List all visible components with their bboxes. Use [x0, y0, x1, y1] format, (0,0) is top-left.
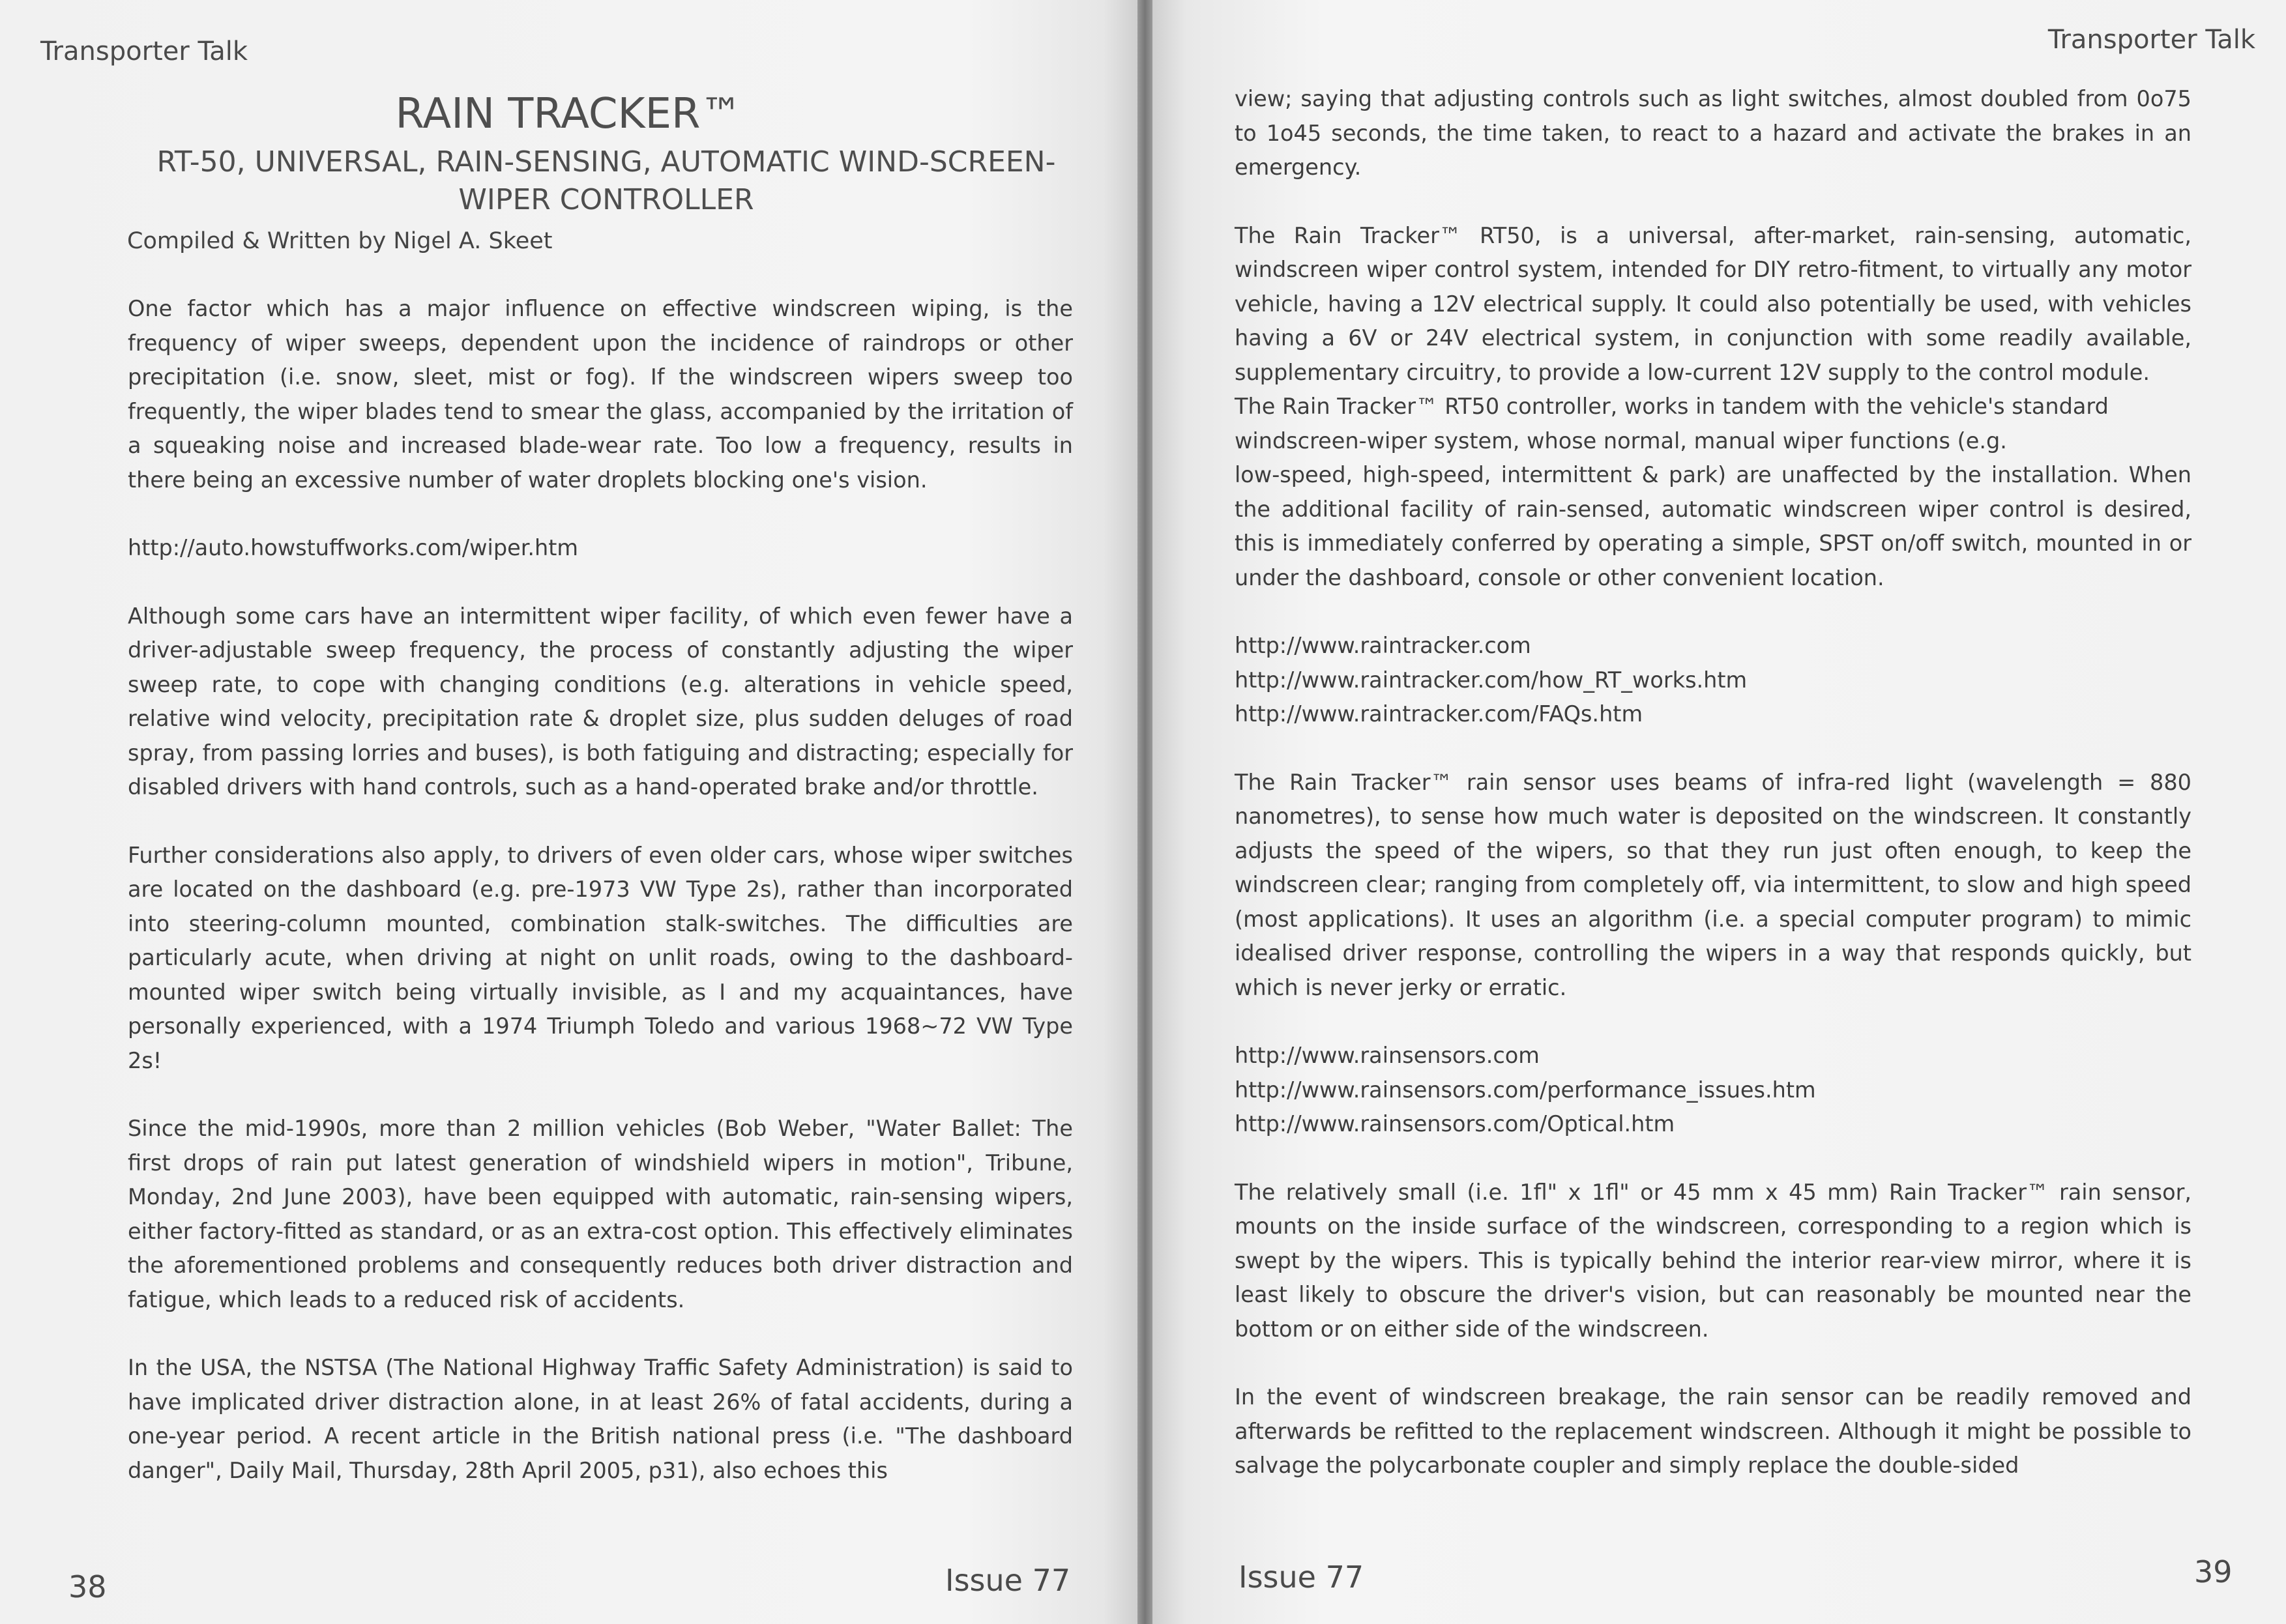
issue-label: Issue 77: [945, 1563, 1071, 1598]
left-body-text: [128, 292, 1073, 1488]
paragraph: low-speed, high-speed, intermittent & park) are unaffected by the installation. When the additional facility of rain-sensed, automatic windscreen wiper control is desired, this is immediately conferred by operating a simple, SPST on/off switch, mounted in or under the dashboard, console or other convenient location.: [1235, 462, 2191, 590]
paragraph: In the USA, the NSTSA (The National Highway Traffic Safety Administration) is said to have implicated driver distraction alone, in at least 26% of fatal accidents, during a one-year period. A recent article in the British national press (i.e. "The dashboard danger", Daily Mail, Thursday, 28th April 2005, p31), also echoes this: [128, 1355, 1073, 1483]
link-list: [1235, 629, 2191, 732]
right-page: [1152, 0, 2286, 1624]
paragraph: The relatively small (i.e. 1fl" x 1fl" or 45 mm x 45 mm) Rain Tracker™ rain sensor, mounts on the inside surface of the windscreen, corresponding to a region which is swept by the wipers. This is typically behind the interior rear-view mirror, where it is least likely to obscure the driver's vision, but can reasonably be mounted near the bottom or on either side of the windscreen.: [1235, 1179, 2191, 1342]
right-body-text: [1235, 82, 2191, 1483]
issue-label: Issue 77: [1238, 1559, 1364, 1595]
page-number: 38: [68, 1569, 107, 1604]
paragraph: Although some cars have an intermittent wiper facility, of which even fewer have a driver-adjustable sweep frequency, the process of constantly adjusting the wiper sweep rate, to cope with changing conditions (e.g. alterations in vehicle speed, relative wind velocity, precipitation rate & droplet size, plus sudden deluges of road spray, from passing lorries and buses), is both fatiguing and distracting; especially for disabled drivers with hand controls, such as a hand-operated brake and/or throttle.: [128, 603, 1073, 800]
article-subtitle: RT-50, UNIVERSAL, RAIN-SENSING, AUTOMATIC WIND-SCREEN-WIPER CONTROLLER: [156, 145, 1056, 216]
url-link[interactable]: http://www.rainsensors.com: [1235, 1043, 1540, 1068]
paragraph: The Rain Tracker™ rain sensor uses beams of infra-red light (wavelength = 880 nanometres), to sense how much water is deposited on the windscreen. It constantly adjusts the speed of the wipers, so that they run just often enough, to keep the windscreen clear; ranging from completely off, via intermittent, to slow and high speed (most applications). It uses an algorithm (i.e. a special computer program) to mimic idealised driver response, controlling the wipers in a way that responds quickly, but which is never jerky or erratic.: [1235, 769, 2191, 1000]
url-link[interactable]: http://www.raintracker.com/how_RT_works.htm: [1235, 667, 1748, 693]
url-link[interactable]: http://auto.howstuffworks.com/wiper.htm: [128, 535, 579, 560]
running-header: Transporter Talk: [40, 36, 248, 66]
paragraph: The Rain Tracker™ RT50, is a universal, after-market, rain-sensing, automatic, windscreen wiper control system, intended for DIY retro-fitment, to virtually any motor vehicle, having a 12V electrical supply. It could also potentially be used, with vehicles having a 6V or 24V electrical system, in conjunction with some readily available, supplementary circuitry, to provide a low-current 12V supply to the control module.: [1235, 222, 2191, 385]
paragraph: Since the mid-1990s, more than 2 million vehicles (Bob Weber, "Water Ballet: The first drops of rain put latest generation of windshield wipers in motion", Tribune, Monday, 2nd June 2003), have been equipped with automatic, rain-sensing wipers, either factory-fitted as standard, or as an extra-cost option. This effectively eliminates the aforementioned problems and consequently reduces both driver distraction and fatigue, which leads to a reduced risk of accidents.: [128, 1116, 1073, 1312]
paragraph: view; saying that adjusting controls such as light switches, almost doubled from 0o75 to 1o45 seconds, the time taken, to react to a hazard and activate the brakes in an emergency.: [1235, 86, 2191, 180]
paragraph: One factor which has a major influence on effective windscreen wiping, is the frequency of wiper sweeps, dependent upon the incidence of raindrops or other precipitation (i.e. snow, sleet, mist or fog). If the windscreen wipers sweep too frequently, the wiper blades tend to smear the glass, accompanied by the irritation of a squeaking noise and increased blade-wear rate. Too low a frequency, results in there being an excessive number of water droplets blocking one's vision.: [128, 296, 1073, 493]
article-title: RAIN TRACKER™: [395, 90, 742, 138]
url-link[interactable]: http://www.rainsensors.com/Optical.htm: [1235, 1111, 1675, 1137]
url-link[interactable]: http://www.raintracker.com: [1235, 633, 1531, 658]
running-header: Transporter Talk: [2047, 25, 2255, 55]
byline: Compiled & Written by Nigel A. Skeet: [127, 228, 553, 254]
paragraph: In the event of windscreen breakage, the rain sensor can be readily removed and afterwards be refitted to the replacement windscreen. Although it might be possible to salvage the polycarbonate coupler and simply replace the double-sided: [1235, 1384, 2191, 1478]
link-list: [1235, 1039, 2191, 1142]
paragraph: The Rain Tracker™ RT50 controller, works in tandem with the vehicle's standard windscreen-wiper system, whose normal, manual wiper functions (e.g.: [1235, 394, 2109, 454]
url-link[interactable]: http://www.rainsensors.com/performance_issues.htm: [1235, 1077, 1816, 1103]
left-page: [0, 0, 1137, 1624]
book-gutter: [1137, 0, 1152, 1624]
paragraph: Further considerations also apply, to drivers of even older cars, whose wiper switches are located on the dashboard (e.g. pre-1973 VW Type 2s), rather than incorporated into steering-column mounted, combination stalk-switches. The difficulties are particularly acute, when driving at night on unlit roads, owing to the dashboard-mounted wiper switch being virtually invisible, as I and my acquaintances, have personally experienced, with a 1974 Triumph Toledo and various 1968~72 VW Type 2s!: [128, 842, 1073, 1073]
url-link[interactable]: http://www.raintracker.com/FAQs.htm: [1235, 701, 1643, 727]
page-number: 39: [2194, 1554, 2233, 1589]
